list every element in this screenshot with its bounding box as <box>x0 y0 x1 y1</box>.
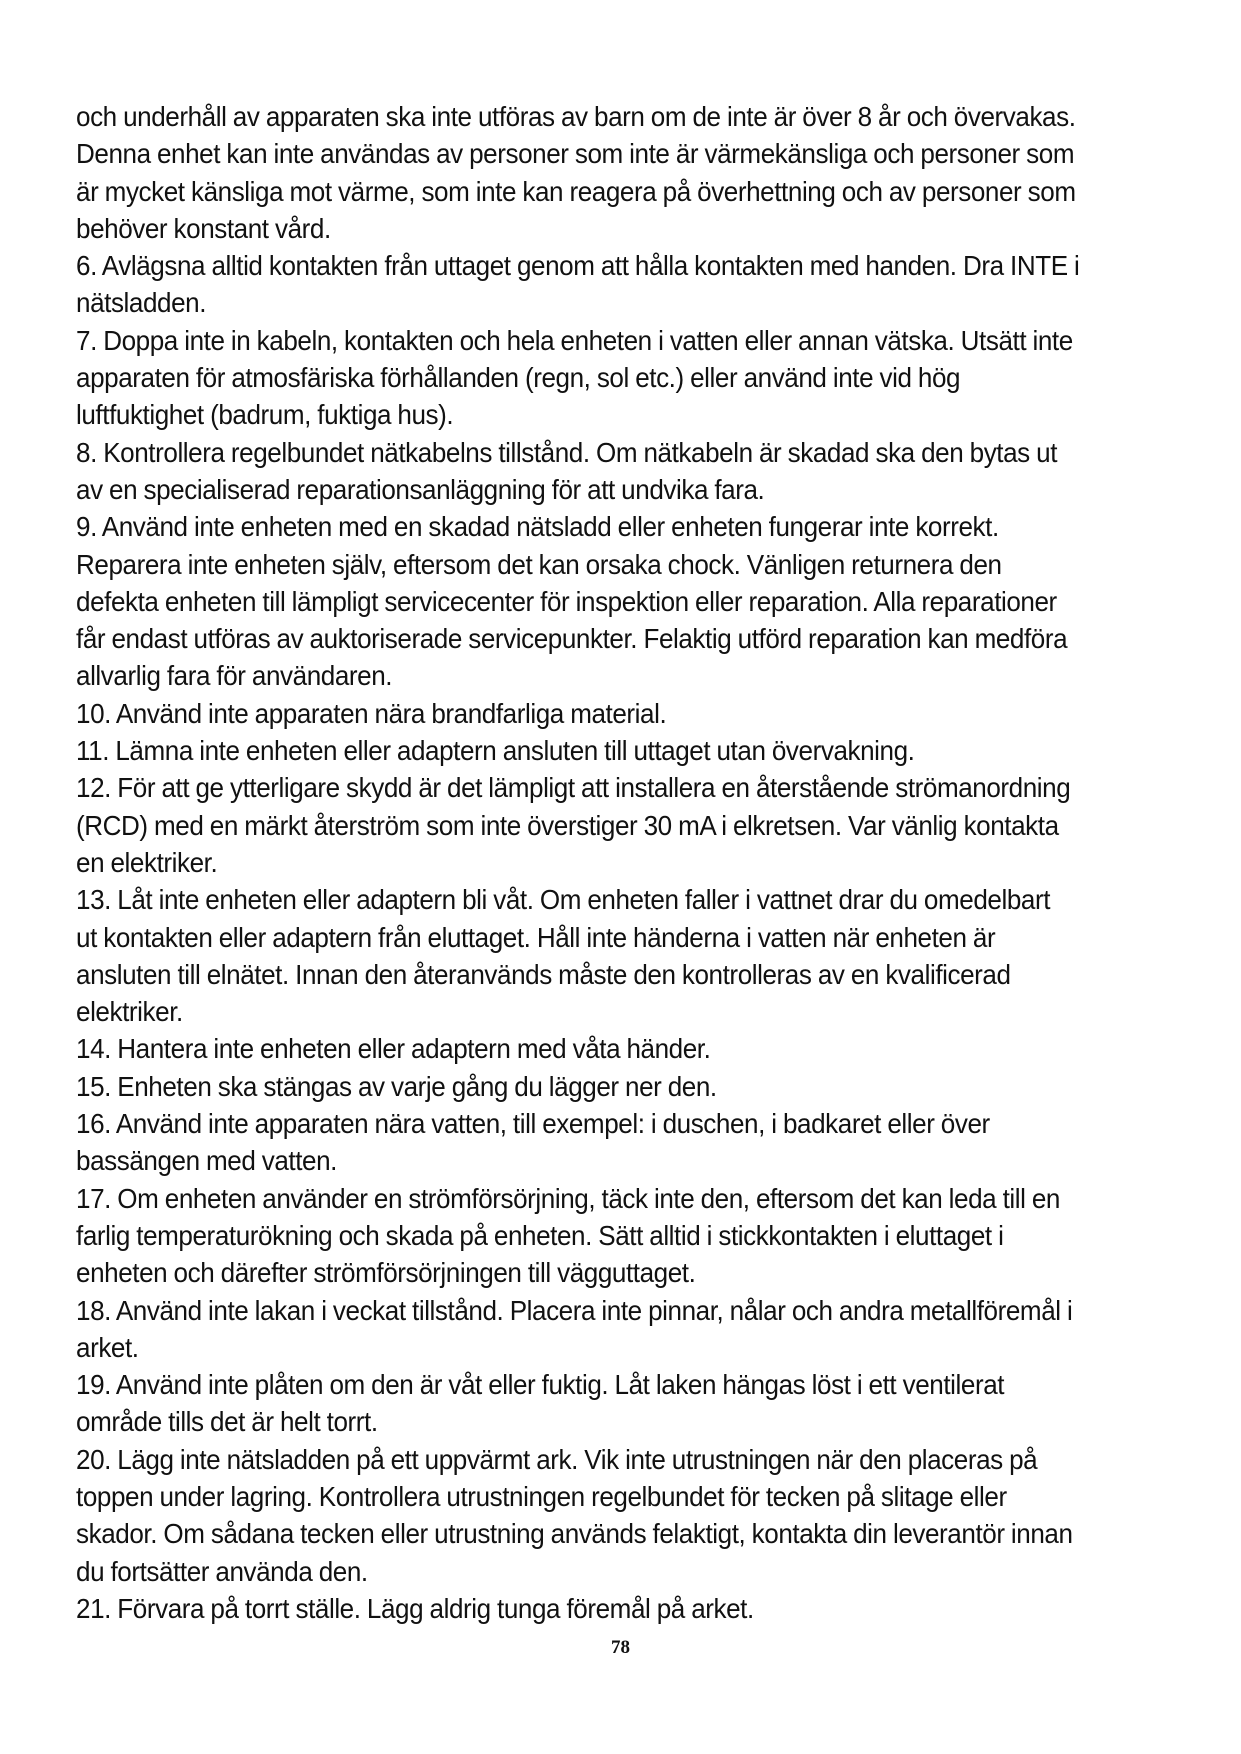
instruction-paragraph <box>76 732 1108 769</box>
instruction-paragraph <box>76 98 1108 247</box>
instruction-paragraph <box>76 1105 1108 1180</box>
text-line: Denna enhet kan inte användas av personer som inte är värmekänsliga och personer som <box>76 138 1075 170</box>
page-number: 78 <box>611 1637 630 1658</box>
text-line: arket. <box>76 1331 139 1363</box>
text-line: 6. Avlägsna alltid kontakten från uttaget genom att hålla kontakten med handen. Dra INTE i <box>76 250 1080 282</box>
text-line: område tills det är helt torrt. <box>76 1406 378 1438</box>
instruction-paragraph <box>76 508 1108 694</box>
instruction-paragraph <box>76 769 1108 881</box>
text-line: 8. Kontrollera regelbundet nätkabelns tillstånd. Om nätkabeln är skadad ska den bytas ut <box>76 436 1058 468</box>
instruction-paragraph <box>76 247 1108 322</box>
text-line: defekta enheten till lämpligt servicecenter för inspektion eller reparation. Alla reparationer <box>76 585 1057 617</box>
text-line: (RCD) med en märkt återström som inte överstiger 30 mA i elkretsen. Var vänlig kontakta <box>76 809 1059 841</box>
instruction-paragraph <box>76 322 1108 434</box>
text-line: 12. För att ge ytterligare skydd är det lämpligt att installera en återstående strömanordning <box>76 772 1071 804</box>
text-line: 16. Använd inte apparaten nära vatten, till exempel: i duschen, i badkaret eller över <box>76 1108 990 1140</box>
text-line: 10. Använd inte apparaten nära brandfarliga material. <box>76 697 667 729</box>
document-body <box>76 98 1108 1627</box>
text-line: 14. Hantera inte enheten eller adaptern med våta händer. <box>76 1033 711 1065</box>
text-line: behöver konstant vård. <box>76 212 331 244</box>
instruction-paragraph <box>76 881 1108 1030</box>
text-line: Reparera inte enheten själv, eftersom det kan orsaka chock. Vänligen returnera den <box>76 548 1002 580</box>
text-line: 11. Lämna inte enheten eller adaptern ansluten till uttaget utan övervakning. <box>76 735 915 767</box>
instruction-paragraph <box>76 434 1108 509</box>
instruction-paragraph <box>76 1292 1108 1367</box>
instruction-paragraph <box>76 1441 1108 1590</box>
instruction-paragraph <box>76 1068 1108 1105</box>
text-line: bassängen med vatten. <box>76 1145 337 1177</box>
text-line: elektriker. <box>76 996 183 1028</box>
instruction-paragraph <box>76 695 1108 732</box>
text-line: 15. Enheten ska stängas av varje gång du lägger ner den. <box>76 1070 717 1102</box>
text-line: allvarlig fara för användaren. <box>76 660 393 692</box>
text-line: ut kontakten eller adaptern från eluttaget. Håll inte händerna i vatten när enheten är <box>76 921 996 953</box>
instruction-paragraph <box>76 1180 1108 1292</box>
text-line: 17. Om enheten använder en strömförsörjning, täck inte den, eftersom det kan leda till en <box>76 1182 1060 1214</box>
text-line: ansluten till elnätet. Innan den återanvänds måste den kontrolleras av en kvalificerad <box>76 958 1011 990</box>
text-line: 9. Använd inte enheten med en skadad nätsladd eller enheten fungerar inte korrekt. <box>76 511 999 543</box>
text-line: luftfuktighet (badrum, fuktiga hus). <box>76 399 454 431</box>
instruction-paragraph <box>76 1590 1108 1627</box>
text-line: 18. Använd inte lakan i veckat tillstånd. Placera inte pinnar, nålar och andra metallföremål i <box>76 1294 1073 1326</box>
text-line: du fortsätter använda den. <box>76 1555 368 1587</box>
text-line: 7. Doppa inte in kabeln, kontakten och hela enheten i vatten eller annan vätska. Utsätt inte <box>76 324 1073 356</box>
text-line: apparaten för atmosfäriska förhållanden (regn, sol etc.) eller använd inte vid hög <box>76 362 961 394</box>
text-line: 19. Använd inte plåten om den är våt eller fuktig. Låt laken hängas löst i ett ventilerat <box>76 1369 1005 1401</box>
text-line: 21. Förvara på torrt ställe. Lägg aldrig tunga föremål på arket. <box>76 1592 754 1624</box>
text-line: får endast utföras av auktoriserade servicepunkter. Felaktig utförd reparation kan medföra <box>76 623 1068 655</box>
text-line: 20. Lägg inte nätsladden på ett uppvärmt ark. Vik inte utrustningen när den placeras på <box>76 1443 1038 1475</box>
text-line: och underhåll av apparaten ska inte utföras av barn om de inte är över 8 år och övervakas. <box>76 101 1076 132</box>
text-line: farlig temperaturökning och skada på enheten. Sätt alltid i stickkontakten i eluttaget i <box>76 1219 1004 1251</box>
text-line: 13. Låt inte enheten eller adaptern bli våt. Om enheten faller i vattnet drar du omedelbart <box>76 884 1051 916</box>
text-line: enheten och därefter strömförsörjningen till vägguttaget. <box>76 1257 696 1289</box>
text-line: en elektriker. <box>76 846 218 878</box>
text-line: är mycket känsliga mot värme, som inte kan reagera på överhettning och av personer som <box>76 175 1076 207</box>
text-line: nätsladden. <box>76 287 207 319</box>
text-line: toppen under lagring. Kontrollera utrustningen regelbundet för tecken på slitage eller <box>76 1480 1007 1512</box>
text-line: skador. Om sådana tecken eller utrustning används felaktigt, kontakta din leverantör innan <box>76 1518 1073 1550</box>
instruction-paragraph <box>76 1366 1108 1441</box>
text-line: av en specialiserad reparationsanläggning för att undvika fara. <box>76 473 765 505</box>
instruction-paragraph <box>76 1030 1108 1067</box>
